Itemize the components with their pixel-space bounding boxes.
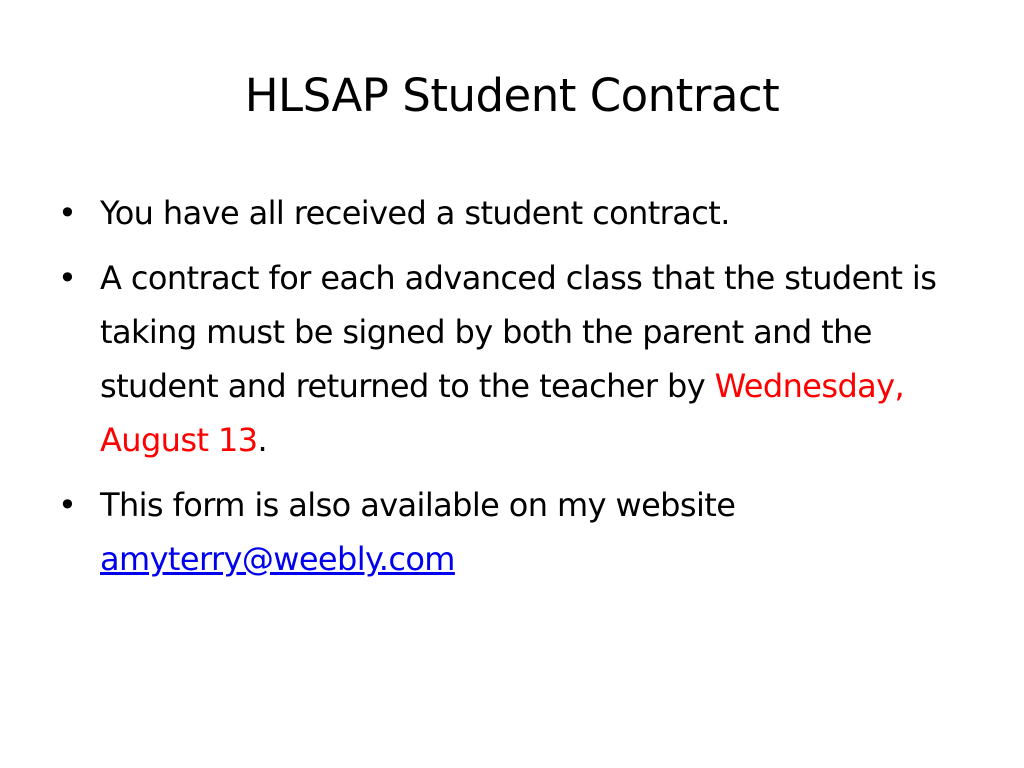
bullet-text: You have all received a student contract. xyxy=(100,194,730,232)
bullet-text: A contract for each advanced class that the student is taking must be signed by both the parent and the student and returned to the teacher by xyxy=(100,259,937,405)
bullet-icon: • xyxy=(58,194,77,232)
bullet-text: This form is also available on my website xyxy=(100,486,736,524)
bullet-item-received-contract xyxy=(58,186,958,240)
deadline-date: Wednesday, August 13 xyxy=(100,367,905,459)
slide-title: HLSAP Student Contract xyxy=(244,69,780,122)
website-link[interactable]: amyterry@weebly.com xyxy=(100,540,455,578)
bullet-item-website xyxy=(58,478,958,586)
bullet-icon: • xyxy=(58,486,77,524)
bullet-icon: • xyxy=(58,259,77,297)
bullet-item-contract-deadline xyxy=(58,251,958,467)
bullet-list xyxy=(58,186,958,597)
bullet-text-end: . xyxy=(257,421,268,459)
